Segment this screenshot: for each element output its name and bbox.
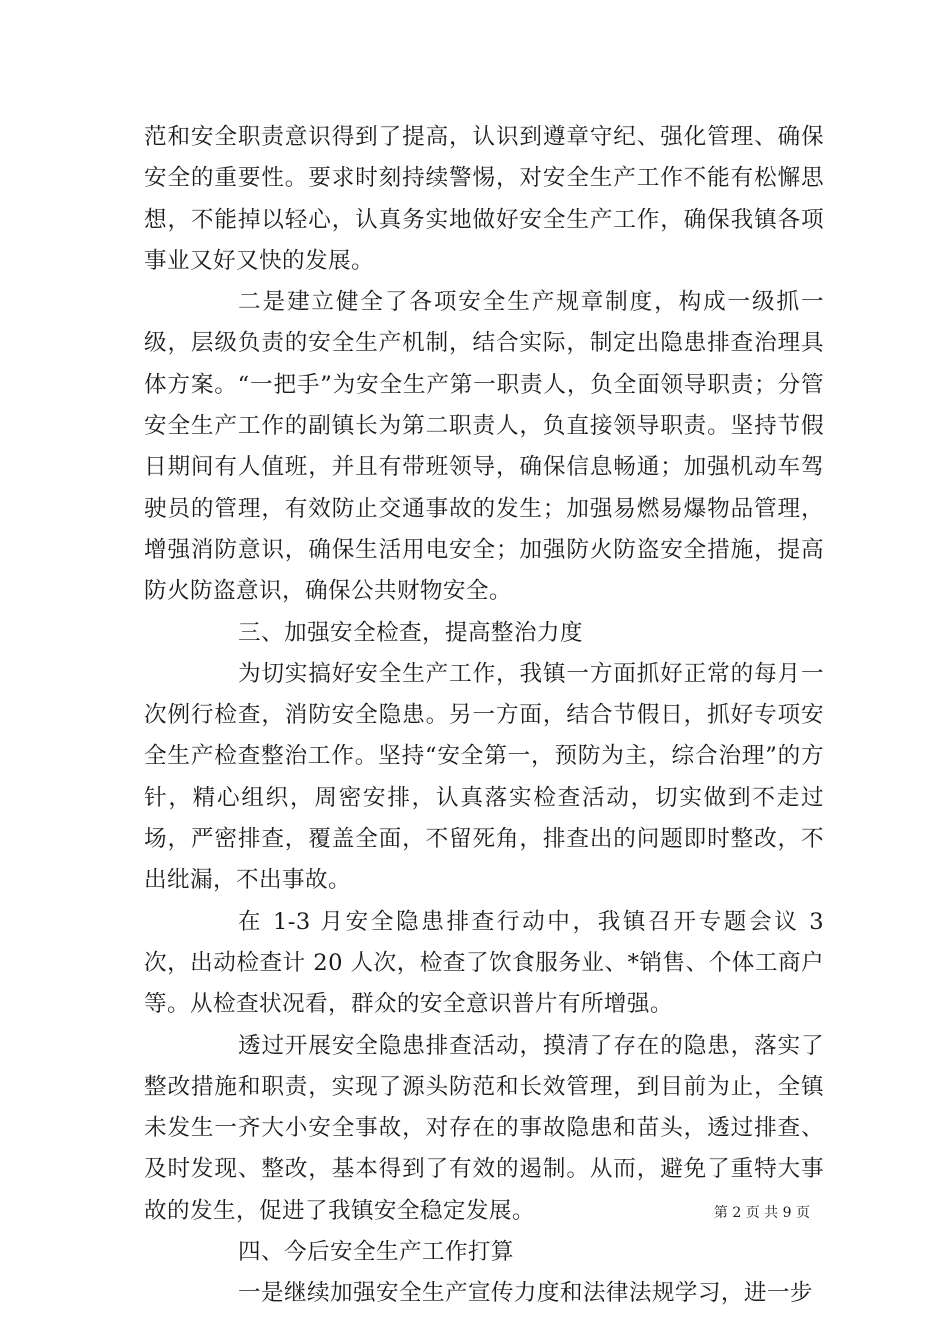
- paragraph-continuation: 范和安全职责意识得到了提高，认识到遵章守纪、强化管理、确保安全的重要性。要求时刻持续警惕，对安全生产工作不能有松懈思想，不能掉以轻心，认真务实地做好安全生产工作，确保我镇各项事业又好又快的发展。: [144, 124, 824, 274]
- paragraph-inspection: 为切实搞好安全生产工作，我镇一方面抓好正常的每月一次例行检查，消防安全隐患。另一方面，结合节假日，抓好专项安全生产检查整治工作。坚持“安全第一，预防为主，综合治理”的方针，精心组织，周密安排，认真落实检查活动，切实做到不走过场，严密排查，覆盖全面，不留死角，排查出的问题即时整改，不出纰漏，不出事故。: [144, 660, 824, 894]
- paragraph-q1-statistics: 在 1-3 月安全隐患排查行动中，我镇召开专题会议 3 次，出动检查计 20 人次，检查了饮食服务业、*销售、个体工商户等。从检查状况看，群众的安全意识普片有所增强。: [144, 908, 824, 1018]
- paragraph-results: 透过开展安全隐患排查活动，摸清了存在的隐患，落实了整改措施和职责，实现了源头防范和长效管理，到目前为止，全镇未发生一齐大小安全事故，对存在的事故隐患和苗头，透过排查、及时发现、整改，基本得到了有效的遏制。从而，避免了重特大事故的发生，促进了我镇安全稳定发展。: [144, 1032, 824, 1224]
- section-heading-inspection: 三、加强安全检查，提高整治力度: [238, 619, 583, 646]
- section-heading-plans: 四、今后安全生产工作打算: [238, 1239, 514, 1266]
- paragraph-plan-one: 一是继续加强安全生产宣传力度和法律法规学习，进一步: [238, 1280, 813, 1307]
- paragraph-regulations: 二是建立健全了各项安全生产规章制度，构成一级抓一级，层级负责的安全生产机制，结合实际，制定出隐患排查治理具体方案。“一把手”为安全生产第一职责人，负全面领导职责；分管安全生产工作的副镇长为第二职责人，负直接领导职责。坚持节假日期间有人值班，并且有带班领导，确保信息畅通；加强机动车驾驶员的管理，有效防止交通事故的发生；加强易燃易爆物品管理，增强消防意识，确保生活用电安全；加强防火防盗安全措施，提高防火防盗意识，确保公共财物安全。: [144, 289, 824, 605]
- document-body: [144, 117, 824, 1315]
- page-number-footer: 第 2 页 共 9 页: [713, 1205, 810, 1221]
